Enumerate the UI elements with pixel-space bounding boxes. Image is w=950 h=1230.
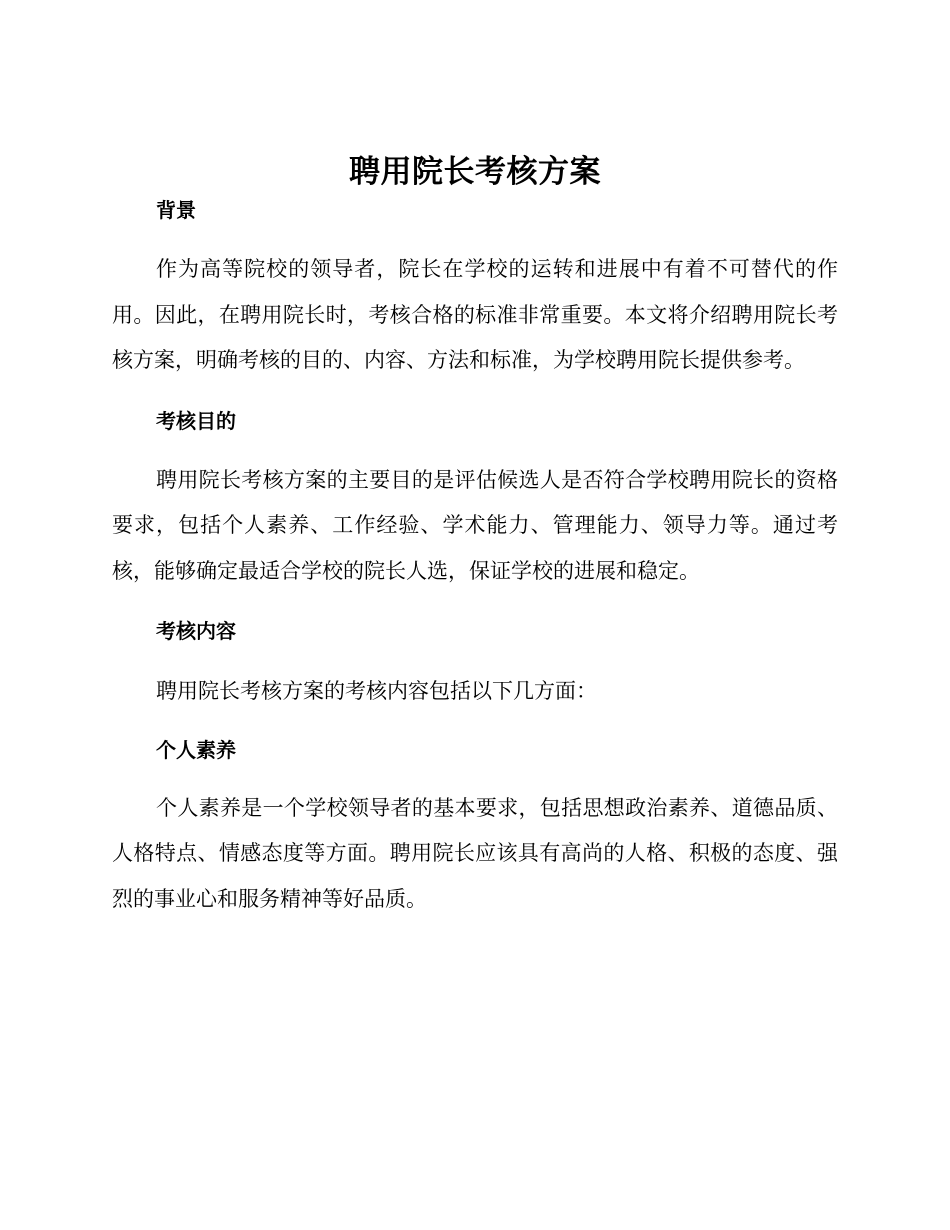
- section-heading-content: 考核内容: [156, 619, 236, 643]
- paragraph-purpose: 聘用院长考核方案的主要目的是评估候选人是否符合学校聘用院长的资格要求，包括个人素养、工作经验、学术能力、管理能力、领导力等。通过考核，能够确定最适合学校的院长人选，保证学校的进展和稳定。: [112, 467, 838, 583]
- document-title: 聘用院长考核方案: [349, 154, 601, 190]
- section-heading-personal-qualities: 个人素养: [156, 737, 236, 762]
- paragraph-content: 聘用院长考核方案的考核内容包括以下几方面：: [156, 679, 597, 703]
- section-heading-purpose: 考核目的: [156, 408, 236, 433]
- paragraph-personal-qualities: 个人素养是一个学校领导者的基本要求，包括思想政治素养、道德品质、人格特点、情感态度等方面。聘用院长应该具有高尚的人格、积极的态度、强烈的事业心和服务精神等好品质。: [112, 795, 838, 911]
- section-heading-background: 背景: [156, 198, 196, 222]
- paragraph-background: 作为高等院校的领导者，院长在学校的运转和进展中有着不可替代的作用。因此，在聘用院长时，考核合格的标准非常重要。本文将介绍聘用院长考核方案，明确考核的目的、内容、方法和标准，为学校聘用院长提供参考。: [112, 257, 838, 372]
